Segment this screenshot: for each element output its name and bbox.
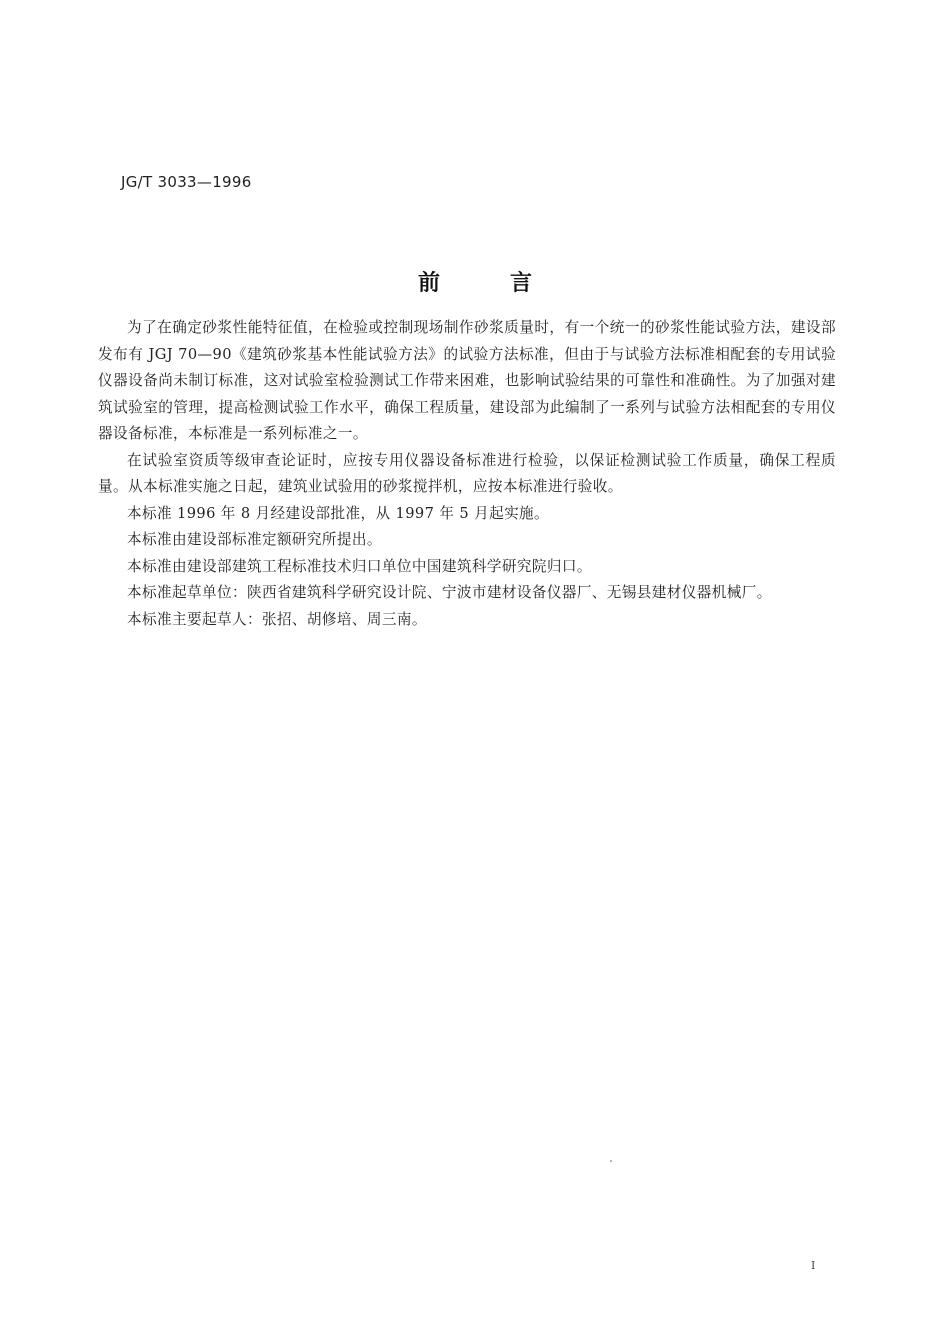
paragraph-approval: 本标准 1996 年 8 月经建设部批准，从 1997 年 5 月起实施。 [127,504,550,522]
paragraph-drafters: 本标准主要起草人：张招、胡修培、周三南。 [127,610,427,628]
paragraph-proposer: 本标准由建设部标准定额研究所提出。 [127,531,382,548]
paragraph-purpose: 为了在确定砂浆性能特征值，在检验或控制现场制作砂浆质量时，有一个统一的砂浆性能试验方法，建设部发布有 JGJ 70—90《建筑砂浆基本性能试验方法》的试验方法标准，但由于与试验方法标准相配套的专用试验仪器设备尚未制订标准，这对试验室检验测试工作带来困难，也影响试验结果的可靠性和准确性。为了加强对建筑试验室的管理，提高检测试验工作水平，确保工程质量，建设部为此编制了一系列与试验方法相配套的专用仪器设备标准，本标准是一系列标准之一。 [98,319,836,442]
foreword-body [98,315,836,633]
scan-speck [610,1160,612,1162]
section-title: 前言 [417,271,602,296]
paragraph-drafting-units: 本标准起草单位：陕西省建筑科学研究设计院、宁波市建材设备仪器厂、无锡县建材仪器机械厂。 [127,584,772,601]
standard-code: JG/T 3033—1996 [121,173,252,191]
paragraph-inspection: 在试验室资质等级审查论证时，应按专用仪器设备标准进行检验，以保证检测试验工作质量，确保工程质量。从本标准实施之日起，建筑业试验用的砂浆搅拌机，应按本标准进行验收。 [98,451,836,495]
page-number: I [811,1259,816,1272]
paragraph-centralized: 本标准由建设部建筑工程标准技术归口单位中国建筑科学研究院归口。 [127,557,592,575]
